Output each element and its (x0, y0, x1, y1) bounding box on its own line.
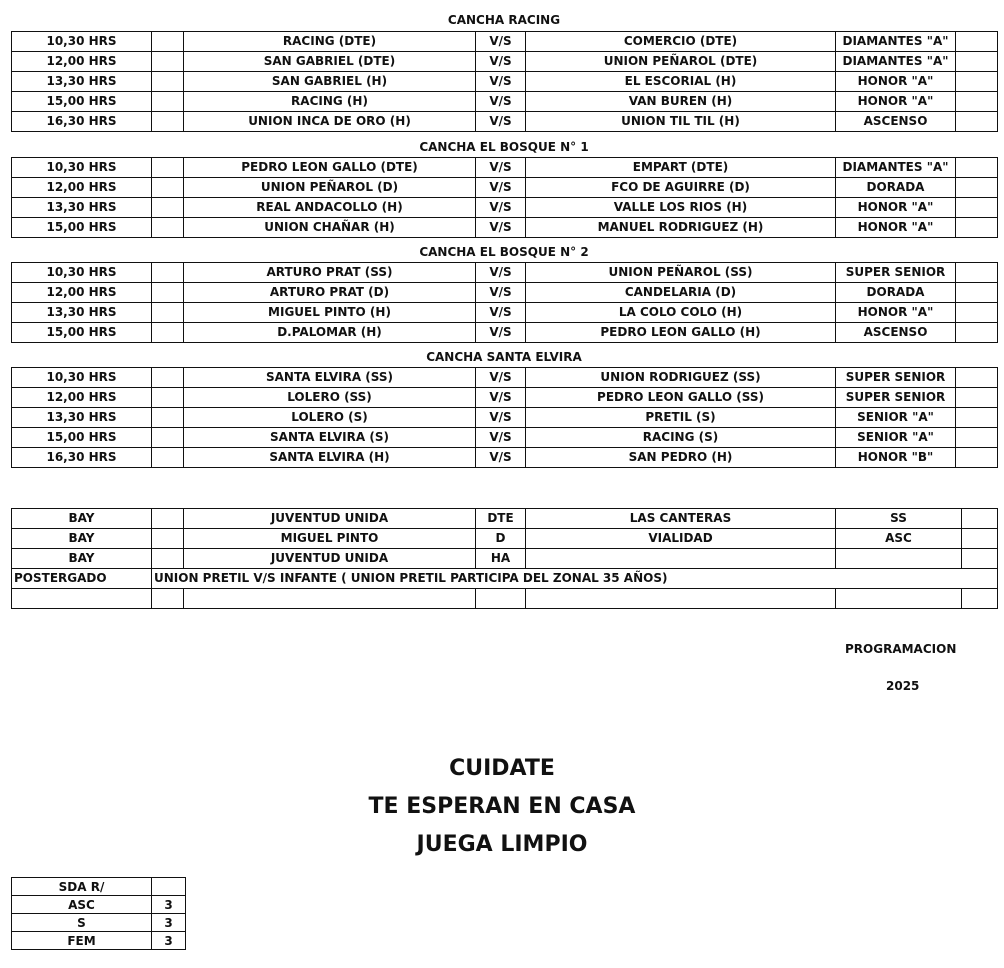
series-label: DIAMANTES "A" (836, 158, 956, 178)
match-time: 10,30 HRS (12, 263, 152, 283)
blank-cell (152, 198, 184, 218)
home-team: PEDRO LEON GALLO (DTE) (184, 158, 476, 178)
blank-cell (152, 878, 186, 896)
series-label: SENIOR "A" (836, 408, 956, 428)
home-team: ARTURO PRAT (SS) (184, 263, 476, 283)
home-team: MIGUEL PINTO (H) (184, 303, 476, 323)
home-team: UNION PEÑAROL (D) (184, 178, 476, 198)
versus-label: V/S (476, 428, 526, 448)
postponed-row (12, 569, 998, 589)
blank-cell (152, 303, 184, 323)
away-team: FCO DE AGUIRRE (D) (526, 178, 836, 198)
bye-code-2 (836, 549, 962, 569)
bye-team: JUVENTUD UNIDA (184, 549, 476, 569)
away-team: PEDRO LEON GALLO (SS) (526, 388, 836, 408)
blank-cell (956, 72, 998, 92)
versus-label: V/S (476, 178, 526, 198)
match-row (12, 198, 998, 218)
bye-code: HA (476, 549, 526, 569)
home-team: UNION CHAÑAR (H) (184, 218, 476, 238)
bye-table (11, 508, 998, 609)
sanction-row (12, 932, 186, 950)
match-time: 16,30 HRS (12, 112, 152, 132)
match-row (12, 303, 998, 323)
blank-cell (956, 368, 998, 388)
postponed-note: UNION PRETIL V/S INFANTE ( UNION PRETIL PARTICIPA DEL ZONAL 35 AÑOS) (152, 569, 998, 589)
away-team: SAN PEDRO (H) (526, 448, 836, 468)
bye-code-2: ASC (836, 529, 962, 549)
home-team: REAL ANDACOLLO (H) (184, 198, 476, 218)
match-time: 15,00 HRS (12, 428, 152, 448)
versus-label: V/S (476, 72, 526, 92)
section-title-santa-elvira: CANCHA SANTA ELVIRA (426, 350, 582, 364)
home-team: SAN GABRIEL (H) (184, 72, 476, 92)
blank-cell (152, 428, 184, 448)
match-time: 13,30 HRS (12, 72, 152, 92)
blank-cell (152, 218, 184, 238)
blank-cell (956, 178, 998, 198)
schedule-table-racing (11, 31, 998, 132)
empty-row (12, 589, 998, 609)
away-team: UNION TIL TIL (H) (526, 112, 836, 132)
blank-cell (152, 283, 184, 303)
home-team: SANTA ELVIRA (SS) (184, 368, 476, 388)
schedule-table-bosque-1 (11, 157, 998, 238)
match-row (12, 323, 998, 343)
blank-cell (962, 589, 998, 609)
section-title-racing: CANCHA RACING (447, 13, 561, 27)
schedule-table-bosque-2 (11, 262, 998, 343)
slogan-line-2: TE ESPERAN EN CASA (368, 794, 636, 819)
blank-cell (152, 263, 184, 283)
bye-status: BAY (12, 509, 152, 529)
programacion-label: PROGRAMACION (845, 642, 957, 656)
series-label: HONOR "B" (836, 448, 956, 468)
bye-code: D (476, 529, 526, 549)
bye-team: MIGUEL PINTO (184, 529, 476, 549)
versus-label: V/S (476, 448, 526, 468)
match-time: 15,00 HRS (12, 92, 152, 112)
home-team: SANTA ELVIRA (H) (184, 448, 476, 468)
home-team: RACING (H) (184, 92, 476, 112)
versus-label: V/S (476, 112, 526, 132)
blank-cell (184, 589, 476, 609)
blank-cell (152, 448, 184, 468)
match-row (12, 112, 998, 132)
bye-code: DTE (476, 509, 526, 529)
match-time: 12,00 HRS (12, 283, 152, 303)
blank-cell (956, 52, 998, 72)
match-time: 12,00 HRS (12, 388, 152, 408)
match-row (12, 368, 998, 388)
match-time: 16,30 HRS (12, 448, 152, 468)
section-title-bosque-2: CANCHA EL BOSQUE N° 2 (419, 245, 589, 259)
series-label: SENIOR "A" (836, 428, 956, 448)
match-row (12, 218, 998, 238)
away-team: PEDRO LEON GALLO (H) (526, 323, 836, 343)
away-team: EMPART (DTE) (526, 158, 836, 178)
away-team: PRETIL (S) (526, 408, 836, 428)
match-row (12, 283, 998, 303)
versus-label: V/S (476, 408, 526, 428)
blank-cell (956, 112, 998, 132)
match-row (12, 32, 998, 52)
series-label: SUPER SENIOR (836, 263, 956, 283)
series-label: SUPER SENIOR (836, 388, 956, 408)
match-time: 13,30 HRS (12, 303, 152, 323)
home-team: ARTURO PRAT (D) (184, 283, 476, 303)
bye-status: BAY (12, 549, 152, 569)
blank-cell (152, 112, 184, 132)
slogan-line-3: JUEGA LIMPIO (416, 832, 588, 857)
match-row (12, 448, 998, 468)
home-team: SANTA ELVIRA (S) (184, 428, 476, 448)
away-team: MANUEL RODRIGUEZ (H) (526, 218, 836, 238)
blank-cell (956, 263, 998, 283)
match-row (12, 72, 998, 92)
match-row (12, 263, 998, 283)
match-time: 12,00 HRS (12, 178, 152, 198)
home-team: D.PALOMAR (H) (184, 323, 476, 343)
versus-label: V/S (476, 263, 526, 283)
blank-cell (956, 448, 998, 468)
blank-cell (152, 589, 184, 609)
home-team: LOLERO (SS) (184, 388, 476, 408)
match-time: 13,30 HRS (12, 408, 152, 428)
sanction-label: FEM (12, 932, 152, 950)
match-time: 13,30 HRS (12, 198, 152, 218)
versus-label: V/S (476, 92, 526, 112)
match-row (12, 388, 998, 408)
bye-status: BAY (12, 529, 152, 549)
home-team: RACING (DTE) (184, 32, 476, 52)
versus-label: V/S (476, 283, 526, 303)
away-team: UNION RODRIGUEZ (SS) (526, 368, 836, 388)
away-team: EL ESCORIAL (H) (526, 72, 836, 92)
series-label: ASCENSO (836, 323, 956, 343)
series-label: DIAMANTES "A" (836, 32, 956, 52)
schedule-table-santa-elvira (11, 367, 998, 468)
versus-label: V/S (476, 323, 526, 343)
blank-cell (962, 529, 998, 549)
away-team: LA COLO COLO (H) (526, 303, 836, 323)
match-row (12, 92, 998, 112)
match-row (12, 52, 998, 72)
blank-cell (476, 589, 526, 609)
match-time: 15,00 HRS (12, 218, 152, 238)
sanction-value: 3 (152, 896, 186, 914)
blank-cell (152, 178, 184, 198)
blank-cell (152, 92, 184, 112)
series-label: HONOR "A" (836, 198, 956, 218)
blank-cell (962, 509, 998, 529)
match-row (12, 158, 998, 178)
blank-cell (12, 589, 152, 609)
away-team: COMERCIO (DTE) (526, 32, 836, 52)
blank-cell (956, 218, 998, 238)
blank-cell (152, 158, 184, 178)
bye-code-2: SS (836, 509, 962, 529)
blank-cell (526, 589, 836, 609)
series-label: HONOR "A" (836, 92, 956, 112)
versus-label: V/S (476, 158, 526, 178)
bye-team-2: VIALIDAD (526, 529, 836, 549)
match-row (12, 408, 998, 428)
blank-cell (956, 92, 998, 112)
versus-label: V/S (476, 388, 526, 408)
away-team: UNION PEÑAROL (SS) (526, 263, 836, 283)
away-team: CANDELARIA (D) (526, 283, 836, 303)
blank-cell (152, 529, 184, 549)
away-team: RACING (S) (526, 428, 836, 448)
blank-cell (956, 198, 998, 218)
series-label: DIAMANTES "A" (836, 52, 956, 72)
away-team: VAN BUREN (H) (526, 92, 836, 112)
blank-cell (956, 32, 998, 52)
bye-team-2: LAS CANTERAS (526, 509, 836, 529)
bye-row (12, 529, 998, 549)
bye-row (12, 509, 998, 529)
home-team: UNION INCA DE ORO (H) (184, 112, 476, 132)
sanction-value: 3 (152, 914, 186, 932)
home-team: LOLERO (S) (184, 408, 476, 428)
versus-label: V/S (476, 368, 526, 388)
blank-cell (152, 509, 184, 529)
series-label: DORADA (836, 178, 956, 198)
match-time: 10,30 HRS (12, 158, 152, 178)
blank-cell (836, 589, 962, 609)
match-time: 10,30 HRS (12, 368, 152, 388)
blank-cell (956, 283, 998, 303)
series-label: HONOR "A" (836, 303, 956, 323)
blank-cell (152, 52, 184, 72)
blank-cell (152, 368, 184, 388)
bye-team: JUVENTUD UNIDA (184, 509, 476, 529)
blank-cell (956, 408, 998, 428)
blank-cell (956, 158, 998, 178)
match-row (12, 178, 998, 198)
section-title-bosque-1: CANCHA EL BOSQUE N° 1 (419, 140, 589, 154)
versus-label: V/S (476, 32, 526, 52)
away-team: VALLE LOS RIOS (H) (526, 198, 836, 218)
series-label: HONOR "A" (836, 218, 956, 238)
versus-label: V/S (476, 303, 526, 323)
series-label: ASCENSO (836, 112, 956, 132)
match-time: 12,00 HRS (12, 52, 152, 72)
blank-cell (152, 408, 184, 428)
blank-cell (956, 428, 998, 448)
home-team: SAN GABRIEL (DTE) (184, 52, 476, 72)
bye-team-2 (526, 549, 836, 569)
away-team: UNION PEÑAROL (DTE) (526, 52, 836, 72)
sanction-label: ASC (12, 896, 152, 914)
blank-cell (956, 388, 998, 408)
blank-cell (152, 323, 184, 343)
series-label: HONOR "A" (836, 72, 956, 92)
blank-cell (956, 303, 998, 323)
match-time: 10,30 HRS (12, 32, 152, 52)
sanctions-table (11, 877, 186, 950)
blank-cell (152, 388, 184, 408)
postponed-label: POSTERGADO (12, 569, 152, 589)
blank-cell (956, 323, 998, 343)
blank-cell (152, 72, 184, 92)
series-label: DORADA (836, 283, 956, 303)
sanction-label: S (12, 914, 152, 932)
match-row (12, 428, 998, 448)
slogan-line-1: CUIDATE (449, 756, 555, 781)
series-label: SUPER SENIOR (836, 368, 956, 388)
sanction-row (12, 914, 186, 932)
match-time: 15,00 HRS (12, 323, 152, 343)
sanction-row (12, 896, 186, 914)
blank-cell (152, 32, 184, 52)
blank-cell (962, 549, 998, 569)
sanctions-header-row (12, 878, 186, 896)
bye-row (12, 549, 998, 569)
versus-label: V/S (476, 198, 526, 218)
versus-label: V/S (476, 218, 526, 238)
programacion-year: 2025 (886, 679, 920, 693)
sanctions-header: SDA R/ (12, 878, 152, 896)
versus-label: V/S (476, 52, 526, 72)
sanction-value: 3 (152, 932, 186, 950)
blank-cell (152, 549, 184, 569)
